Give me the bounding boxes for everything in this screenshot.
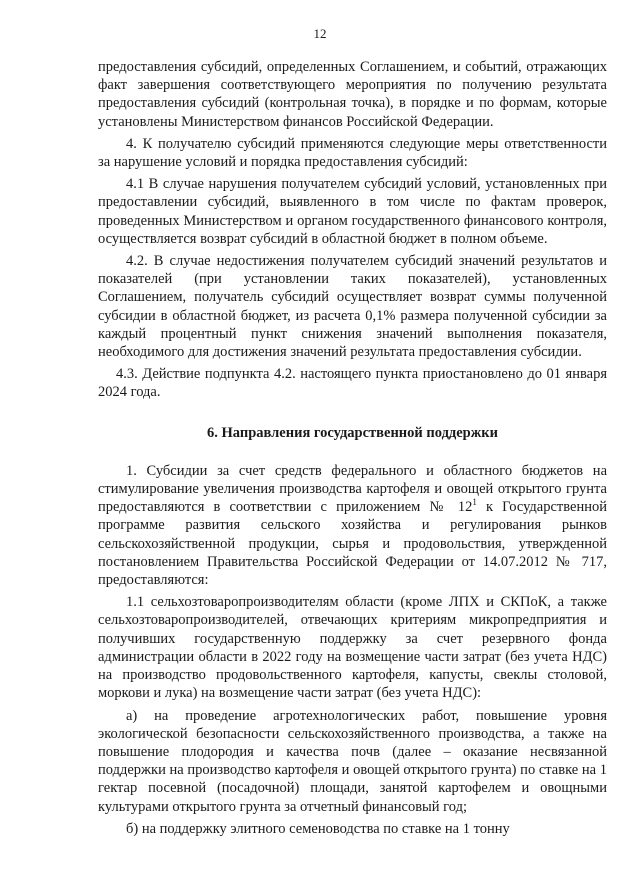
document-body [98,58,607,842]
superscript: 1 [472,497,477,508]
paragraph-continuation: предоставления субсидий, определенных Соглашением, и событий, отражающих факт завершения соответствующего мероприятия по получению результата предоставления субсидий (контрольная точка), в порядке и по формам, которые установлены Министерством финансов Российской Федерации. [98,59,607,130]
paragraph-item-b: б) на поддержку элитного семеноводства по ставке на 1 тонну [126,820,510,837]
paragraph-section-item-1 [98,462,607,589]
paragraph-item-4-3: 4.3. Действие подпункта 4.2. настоящего пункта приостановлено до 01 января 2024 года. [98,366,607,401]
paragraph-item-4: 4. К получателю субсидий применяются следующие меры ответственности за нарушение условий и порядка предоставления субсидий: [98,135,607,171]
paragraph-item-1-1: 1.1 сельхозтоваропроизводителям области (кроме ЛПХ и СКПоК, а также сельхозтоваропроизводителей, отвечающих критериям микропредприятия и получивших государственную поддержку за счет резервного фонда администрации области в 2022 году на возмещение части затрат (без учета НДС) на производство продовольственного картофеля, капусты, свеклы столовой, моркови и лука) на возмещение части затрат (без учета НДС): [98,594,607,702]
paragraph-section-item-1-text-b: к Государственной программе развития сельского хозяйства и регулирования рынков сельскохозяйственной продукции, сырья и продовольствия, утвержденной постановлением Правительства Российской Федерации от 14.07.2012 № 717, предоставляются: [98,499,607,589]
paragraph-section-item-1-text-a: 1. Субсидии за счет средств федерального и областного бюджетов на стимулирование увеличения производства картофеля и овощей открытого грунта предоставляются в соответствии с приложением № 12 [98,462,607,516]
paragraph-item-4-2: 4.2. В случае недостижения получателем субсидий значений результатов и показателей (при установлении таких показателей), установленных Соглашением, получатель субсидий осуществляет возврат суммы полученной субсидии в областной бюджет, из расчета 0,1% размера полученной субсидии за каждый процентный пункт снижения значений выполнения показателя, необходимого для достижения значений результата предоставления субсидии. [98,253,607,361]
page-number: 12 [313,26,327,41]
section-heading: 6. Направления государственной поддержки [207,424,498,441]
paragraph-item-4-1: 4.1 В случае нарушения получателем субсидий условий, установленных при предоставлении субсидий, выявленного в том числе по фактам проверок, проведенных Министерством и органом государственного финансового контроля, осуществляется возврат субсидий в областной бюджет в полном объеме. [98,176,607,247]
paragraph-item-a: а) на проведение агротехнологических работ, повышение уровня экологической безопасности сельскохозяйственного производства, а также на повышение плодородия и качества почв (далее – оказание несвязанной поддержки на производство картофеля и овощей открытого грунта) по ставке на 1 гектар посевной (посадочной) площади, занятой картофелем и овощными культурами открытого грунта за отчетный финансовый год; [98,707,607,815]
